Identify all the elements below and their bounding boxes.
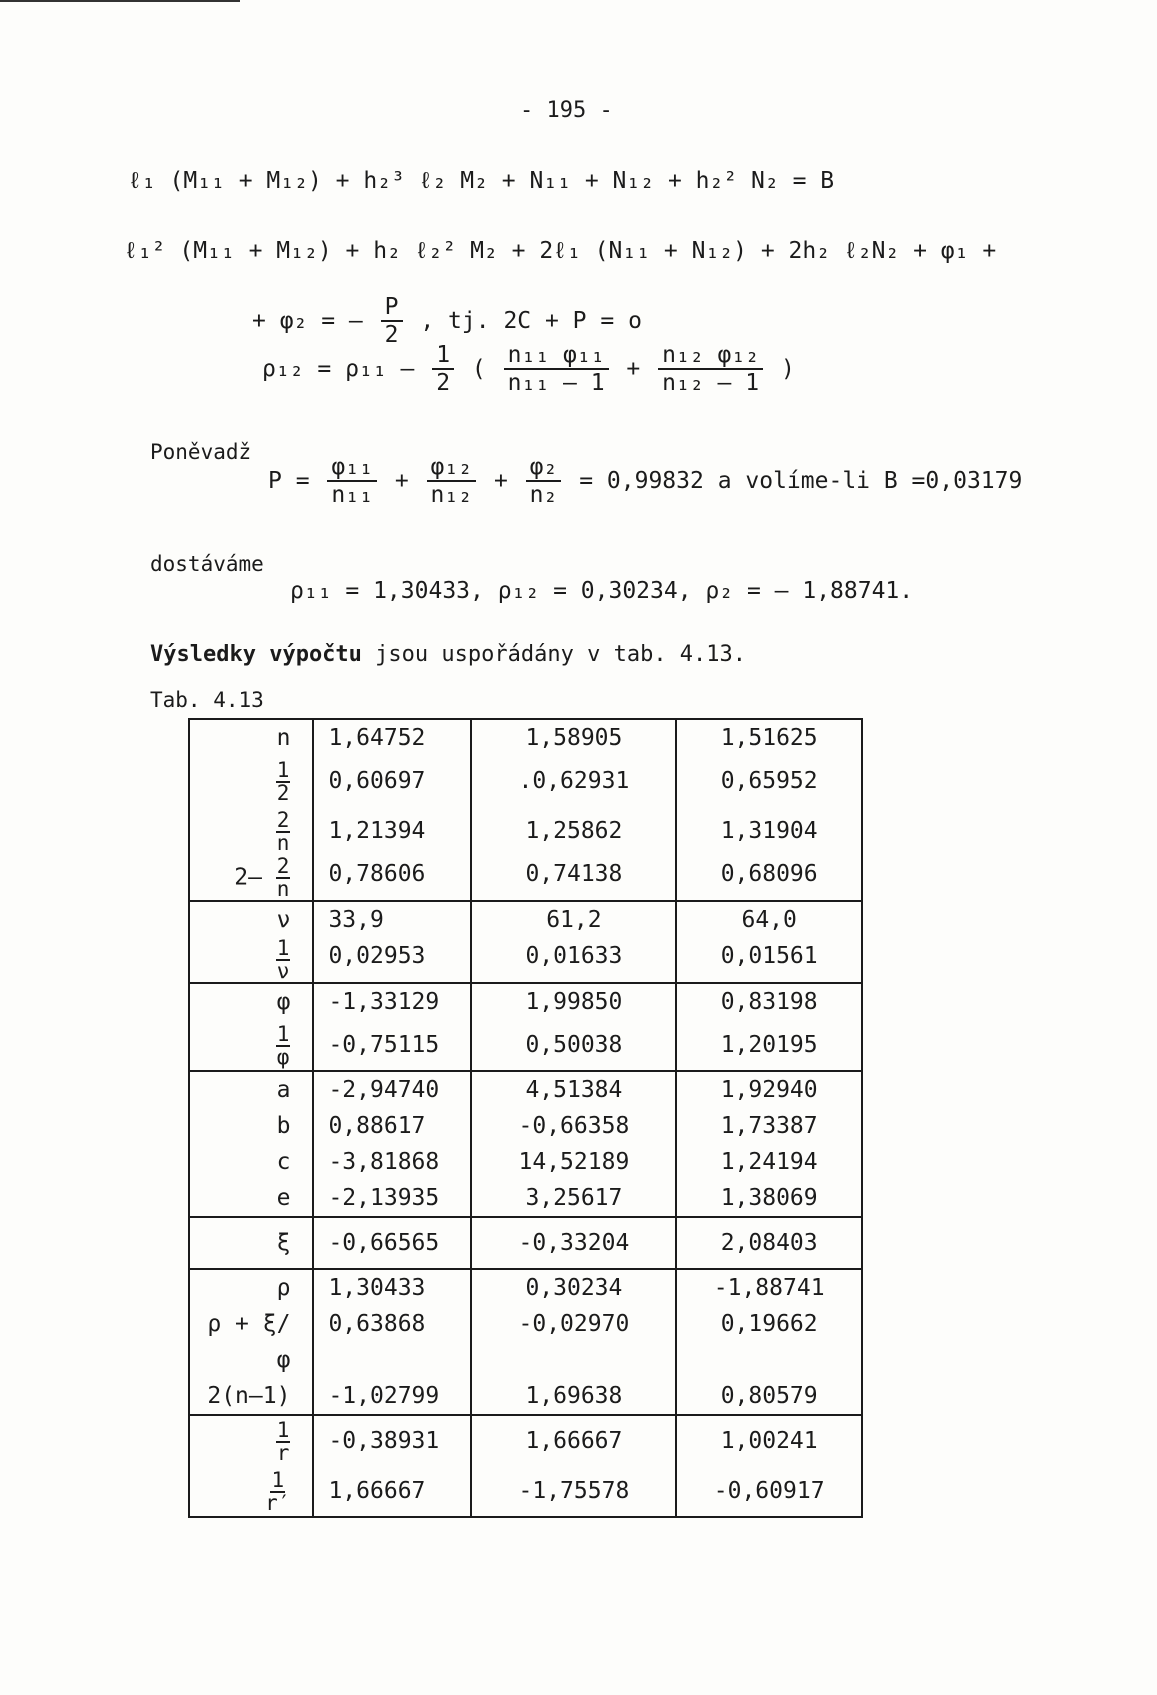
fraction-denominator: r (276, 1440, 290, 1465)
table-cell: 0,65952 (676, 756, 862, 806)
equation-4-paren-close: ) (780, 355, 795, 382)
fraction-denominator: 2 (436, 370, 451, 397)
p-plus-2: + (493, 467, 508, 494)
table-cell: 0,60697 (313, 756, 471, 806)
row-label-fraction (276, 1021, 291, 1069)
table-cell: 1,73387 (676, 1108, 862, 1144)
top-rule (0, 0, 240, 2)
table-cell: 0,30234 (471, 1269, 676, 1306)
equation-4-paren-open: ( (471, 355, 486, 382)
equation-4-half (432, 342, 454, 397)
table-cell: -0,60917 (676, 1466, 862, 1517)
table-row (189, 1071, 862, 1108)
table-cell: 0,78606 (313, 856, 471, 901)
table-cell: 1,64752 (313, 719, 471, 756)
row-label: a (189, 1071, 313, 1108)
fraction-numerator: φ₁₁ (327, 454, 377, 482)
results-sentence-bold: Výsledky výpočtu (150, 642, 362, 667)
row-label: ξ (189, 1217, 313, 1269)
fraction-denominator: n₁₂ – 1 (662, 370, 760, 397)
table-row (189, 806, 862, 856)
row-label-fraction (276, 938, 291, 982)
fraction-denominator: φ (276, 1044, 290, 1069)
table-cell: 0,02953 (313, 938, 471, 983)
row-label: n (189, 719, 313, 756)
fraction-denominator: 2 (384, 322, 399, 349)
table-cell: -2,13935 (313, 1180, 471, 1217)
table-cell: 4,51384 (471, 1071, 676, 1108)
table-cell: 1,38069 (676, 1180, 862, 1217)
fraction-numerator: n₁₂ φ₁₂ (658, 342, 763, 370)
fraction-denominator: n₁₂ (430, 482, 473, 509)
fraction-denominator: n₁₁ (331, 482, 373, 509)
row-label (189, 1466, 313, 1517)
table-cell: 1,25862 (471, 806, 676, 856)
row-label (189, 856, 313, 901)
fraction-numerator: n₁₁ φ₁₁ (504, 342, 609, 370)
table-group (189, 1415, 862, 1517)
equation-4-fraction-1 (504, 342, 609, 397)
table-row (189, 1144, 862, 1180)
table-group (189, 1269, 862, 1415)
row-label: ρ + ξ/φ (189, 1306, 313, 1378)
table-group (189, 1071, 862, 1217)
table-cell: -1,75578 (471, 1466, 676, 1517)
table-cell: 1,00241 (676, 1415, 862, 1466)
row-label: c (189, 1144, 313, 1180)
table-cell: 1,66667 (471, 1415, 676, 1466)
table-row (189, 856, 862, 901)
fraction-numerator: φ₂ (526, 454, 562, 482)
row-label (189, 1415, 313, 1466)
row-label-fraction (276, 757, 291, 805)
fraction-numerator: 1 (276, 1021, 290, 1046)
table-row (189, 983, 862, 1020)
table-cell: 1,20195 (676, 1020, 862, 1071)
table-cell: 0,63868 (313, 1306, 471, 1378)
table-cell: 14,52189 (471, 1144, 676, 1180)
table-cell: 0,74138 (471, 856, 676, 901)
table-row (189, 1378, 862, 1415)
table-cell: 1,92940 (676, 1071, 862, 1108)
table-cell: 3,25617 (471, 1180, 676, 1217)
fraction-denominator: n (276, 877, 290, 901)
row-label (189, 938, 313, 983)
fraction-denominator: n₁₁ – 1 (507, 370, 605, 397)
table-row (189, 1466, 862, 1517)
table-row (189, 1415, 862, 1466)
rho-values: ρ₁₁ = 1,30433, ρ₁₂ = 0,30234, ρ₂ = – 1,88741. (290, 578, 914, 604)
fraction-numerator: 1 (276, 936, 290, 960)
table-row (189, 1269, 862, 1306)
table-cell: 0,83198 (676, 983, 862, 1020)
row-label-fraction (276, 1417, 291, 1465)
fraction-numerator: 1 (276, 757, 290, 782)
row-label (189, 806, 313, 856)
table-cell: 1,69638 (471, 1378, 676, 1415)
table-cell: -1,88741 (676, 1269, 862, 1306)
fraction-numerator: φ₁₂ (427, 454, 477, 482)
fraction-numerator: P (381, 294, 403, 322)
row-label: e (189, 1180, 313, 1217)
table-row (189, 719, 862, 756)
results-table (188, 718, 863, 1518)
fraction-denominator: ν (276, 959, 290, 983)
table-cell: -0,66565 (313, 1217, 471, 1269)
equation-4-left: ρ₁₂ = ρ₁₁ – (262, 355, 415, 382)
table-group (189, 901, 862, 983)
fraction-numerator: 1 (271, 1467, 285, 1492)
table-group (189, 983, 862, 1071)
table-cell: 1,99850 (471, 983, 676, 1020)
p-plus-1: + (394, 467, 409, 494)
table-cell: 0,50038 (471, 1020, 676, 1071)
p-equation (268, 454, 1022, 509)
table-group (189, 1217, 862, 1269)
table-cell: 1,30433 (313, 1269, 471, 1306)
row-label: ν (189, 901, 313, 938)
equation-3 (252, 294, 642, 349)
table-cell: 0,80579 (676, 1378, 862, 1415)
p-fraction-1 (327, 454, 377, 509)
row-label-fraction (265, 1467, 291, 1515)
equation-3-fraction (381, 294, 403, 349)
p-fraction-2 (427, 454, 477, 509)
row-label: ρ (189, 1269, 313, 1306)
dostavame-label: dostáváme (150, 552, 264, 576)
table-cell: -1,33129 (313, 983, 471, 1020)
table-cell: 33,9 (313, 901, 471, 938)
ponevadz-label: Poněvadž (150, 440, 252, 464)
results-sentence-rest: jsou uspořádány v tab. 4.13. (361, 642, 747, 667)
table-cell: -2,94740 (313, 1071, 471, 1108)
fraction-denominator: n₂ (529, 482, 558, 509)
table-cell: 0,88617 (313, 1108, 471, 1144)
table-row (189, 1020, 862, 1071)
table-row (189, 1180, 862, 1217)
equation-4-fraction-2 (658, 342, 763, 397)
table-row (189, 901, 862, 938)
row-label-fraction (276, 807, 291, 855)
fraction-numerator: 1 (276, 1417, 290, 1442)
p-fraction-3 (526, 454, 562, 509)
table-cell: 1,58905 (471, 719, 676, 756)
fraction-denominator: 2 (276, 780, 290, 805)
table-row (189, 1306, 862, 1378)
table-cell: 0,01633 (471, 938, 676, 983)
table-cell: -3,81868 (313, 1144, 471, 1180)
row-label-fraction (276, 856, 291, 900)
table-row (189, 756, 862, 806)
fraction-denominator: n (276, 830, 290, 855)
table-cell: 1,21394 (313, 806, 471, 856)
equation-3-right: , tj. 2C + P = o (420, 307, 642, 334)
table-group (189, 719, 862, 901)
table-cell: 0,68096 (676, 856, 862, 901)
equation-1: ℓ₁ (M₁₁ + M₁₂) + h₂³ ℓ₂ M₂ + N₁₁ + N₁₂ + h₂² N₂ = B (128, 168, 835, 194)
table-cell: 1,24194 (676, 1144, 862, 1180)
table-cell: -0,66358 (471, 1108, 676, 1144)
table-cell: 61,2 (471, 901, 676, 938)
equation-4 (262, 342, 795, 397)
table-cell: 64,0 (676, 901, 862, 938)
table-row (189, 1217, 862, 1269)
fraction-denominator: r′ (265, 1490, 291, 1515)
row-label-prefix: 2– (234, 864, 276, 891)
fraction-numerator: 2 (276, 854, 290, 878)
table-cell: -0,33204 (471, 1217, 676, 1269)
row-label: b (189, 1108, 313, 1144)
table-cell: -1,02799 (313, 1378, 471, 1415)
fraction-numerator: 2 (276, 807, 290, 832)
table-cell: 1,51625 (676, 719, 862, 756)
table-cell: .0,62931 (471, 756, 676, 806)
results-sentence (150, 642, 746, 667)
table-cell: -0,02970 (471, 1306, 676, 1378)
table-cell: 1,31904 (676, 806, 862, 856)
table-cell: -0,75115 (313, 1020, 471, 1071)
row-label: φ (189, 983, 313, 1020)
equation-4-plus: + (626, 355, 641, 382)
p-equation-lhs: P = (268, 467, 310, 494)
table-row (189, 1108, 862, 1144)
row-label (189, 756, 313, 806)
table-row (189, 938, 862, 983)
fraction-numerator: 1 (432, 342, 454, 370)
p-equation-rhs: = 0,99832 a volíme-li B =0,03179 (579, 467, 1023, 494)
page-number: - 195 - (520, 98, 613, 123)
table-caption: Tab. 4.13 (150, 688, 264, 712)
table-cell: -0,38931 (313, 1415, 471, 1466)
table-cell: 0,19662 (676, 1306, 862, 1378)
table-cell: 0,01561 (676, 938, 862, 983)
row-label: 2(n–1) (189, 1378, 313, 1415)
row-label (189, 1020, 313, 1071)
equation-2: ℓ₁² (M₁₁ + M₁₂) + h₂ ℓ₂² M₂ + 2ℓ₁ (N₁₁ + N₁₂) + 2h₂ ℓ₂N₂ + φ₁ + (124, 238, 997, 264)
table-cell: 2,08403 (676, 1217, 862, 1269)
equation-3-left: + φ₂ = – (252, 307, 363, 334)
table-cell: 1,66667 (313, 1466, 471, 1517)
